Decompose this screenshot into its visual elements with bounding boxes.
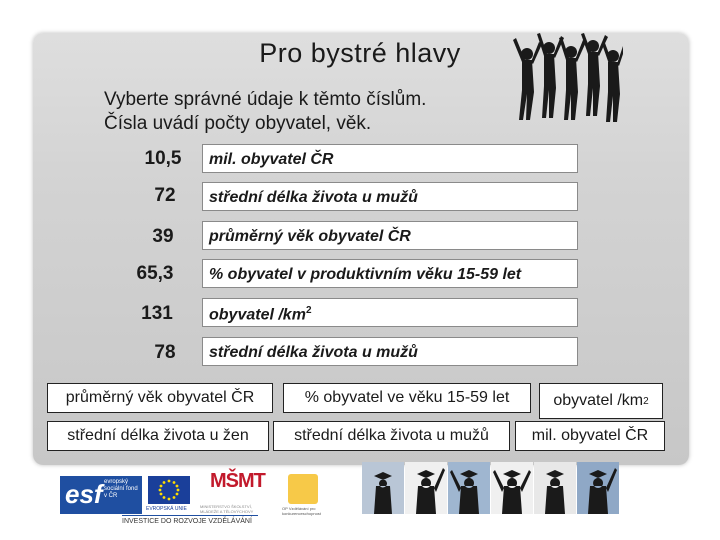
answer-text: obyvatel /km: [209, 306, 306, 324]
option-label: střední délka života u mužů: [294, 427, 489, 444]
instructions-line-1: Vyberte správné údaje k těmto číslům.: [104, 89, 427, 110]
answer-drop-box[interactable]: [202, 298, 578, 327]
option-label: mil. obyvatel ČR: [531, 427, 649, 444]
option-card[interactable]: [283, 383, 531, 413]
graduate-silhouette-image: [491, 462, 533, 514]
option-card[interactable]: [515, 421, 665, 451]
answer-drop-box[interactable]: [202, 259, 578, 288]
answer-text: mil. obyvatel ČR: [209, 151, 334, 168]
graduate-silhouette-image: [577, 462, 619, 514]
option-card[interactable]: [47, 421, 269, 451]
number-label: 78: [154, 342, 176, 363]
eu-label: EVROPSKÁ UNIE: [146, 506, 187, 512]
msmt-subtext: MINISTERSTVO ŠKOLSTVÍ, MLÁDEŽE A TĚLOVÝCHOVY: [200, 504, 254, 514]
instructions: [104, 88, 426, 136]
graduate-silhouette-image: [534, 462, 576, 514]
option-label: průměrný věk obyvatel ČR: [65, 389, 255, 406]
sponsor-logos: [60, 468, 360, 530]
superscript: 2: [643, 395, 649, 407]
number-label: 10,5: [144, 148, 182, 169]
option-card[interactable]: [47, 383, 273, 413]
option-label: obyvatel /km: [553, 392, 644, 409]
answer-text: střední délka života u mužů: [209, 189, 418, 206]
superscript: 2: [305, 305, 312, 316]
esf-logo-subtext: evropský sociální fond v ČR: [104, 479, 138, 499]
answer-drop-box[interactable]: [202, 337, 578, 366]
eu-flag-icon: [148, 476, 190, 504]
answer-drop-box[interactable]: [202, 144, 578, 173]
dancing-people-illustration: [513, 32, 623, 124]
number-label: 131: [141, 303, 173, 324]
divider: [122, 515, 258, 516]
option-card[interactable]: [539, 383, 663, 419]
answer-text: % obyvatel v produktivním věku 15-59 let: [209, 266, 522, 283]
invest-slogan: INVESTICE DO ROZVOJE VZDĚLÁVÁNÍ: [122, 518, 252, 525]
option-label: % obyvatel ve věku 15-59 let: [304, 389, 510, 406]
number-label: 39: [152, 226, 174, 247]
number-label: 72: [154, 185, 176, 206]
op-vk-logo: [288, 474, 318, 504]
msmt-logo: MŠMT: [210, 470, 265, 492]
number-label: 65,3: [136, 263, 174, 284]
page-title: Pro bystré hlavy: [259, 38, 461, 68]
answer-drop-box[interactable]: [202, 221, 578, 250]
answer-text: průměrný věk obyvatel ČR: [209, 228, 411, 245]
instructions-line-2: Čísla uvádí počty obyvatel, věk.: [104, 113, 372, 134]
answer-drop-box[interactable]: [202, 182, 578, 211]
graduate-silhouette-image: [362, 462, 404, 514]
option-label: střední délka života u žen: [67, 427, 249, 444]
graduate-silhouette-image: [448, 462, 490, 514]
esf-logo-text: esf: [65, 479, 103, 509]
option-card[interactable]: [273, 421, 510, 451]
answer-text: střední délka života u mužů: [209, 344, 418, 361]
op-vk-subtext: OP Vzdělávání pro konkurenceschopnost: [282, 506, 321, 516]
graduate-silhouette-image: [405, 462, 447, 514]
